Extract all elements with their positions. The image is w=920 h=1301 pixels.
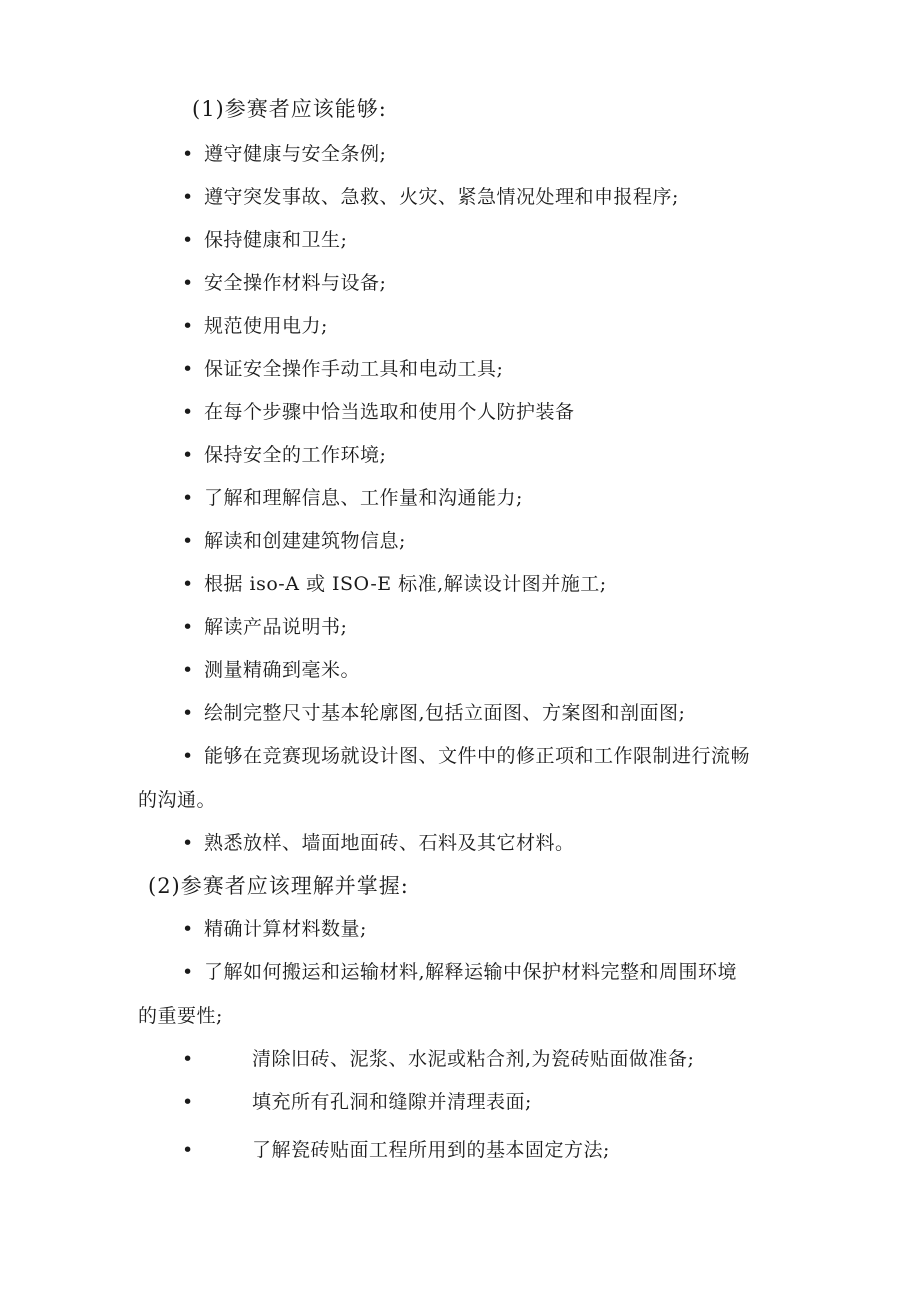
- list-item: • 保持健康和卫生;: [182, 229, 348, 251]
- list-item: • 保证安全操作手动工具和电动工具;: [182, 358, 504, 380]
- list-item: • 测量精确到毫米。: [182, 659, 361, 681]
- list-item: • 绘制完整尺寸基本轮廓图,包括立面图、方案图和剖面图;: [182, 702, 686, 724]
- bullet-icon: •: [182, 186, 194, 208]
- list-item: • 根据 iso-A 或 ISO-E 标准,解读设计图并施工;: [182, 573, 607, 595]
- list-item: • 填充所有孔洞和缝隙并清理表面;: [182, 1091, 532, 1113]
- bullet-icon: •: [182, 961, 194, 983]
- list-item: • 清除旧砖、泥浆、水泥或粘合剂,为瓷砖贴面做准备;: [182, 1048, 695, 1070]
- list-item: • 了解瓷砖贴面工程所用到的基本固定方法;: [182, 1139, 610, 1161]
- list-item-continuation: 的重要性;: [138, 1005, 223, 1027]
- list-item: • 熟悉放样、墙面地面砖、石料及其它材料。: [182, 832, 575, 854]
- list-item: • 规范使用电力;: [182, 315, 328, 337]
- list-item: • 解读产品说明书;: [182, 616, 348, 638]
- bullet-icon: •: [182, 401, 194, 423]
- bullet-icon: •: [182, 487, 194, 509]
- bullet-icon: •: [182, 573, 194, 595]
- bullet-icon: •: [182, 315, 194, 337]
- bullet-icon: •: [182, 358, 194, 380]
- list-item: • 遵守突发事故、急救、火灾、紧急情况处理和申报程序;: [182, 186, 679, 208]
- list-item: • 安全操作材料与设备;: [182, 272, 387, 294]
- section-2-heading: (2)参赛者应该理解并掌握:: [148, 874, 409, 898]
- bullet-icon: •: [182, 143, 194, 165]
- section-1-heading: (1)参赛者应该能够:: [192, 97, 387, 121]
- bullet-icon: •: [182, 1048, 194, 1070]
- bullet-icon: •: [182, 832, 194, 854]
- bullet-icon: •: [182, 702, 194, 724]
- bullet-icon: •: [182, 616, 194, 638]
- bullet-icon: •: [182, 659, 194, 681]
- list-item: • 了解和理解信息、工作量和沟通能力;: [182, 487, 523, 509]
- bullet-icon: •: [182, 229, 194, 251]
- bullet-icon: •: [182, 918, 194, 940]
- list-item: • 遵守健康与安全条例;: [182, 143, 387, 165]
- bullet-icon: •: [182, 745, 194, 767]
- list-item: • 了解如何搬运和运输材料,解释运输中保护材料完整和周围环境: [182, 961, 738, 983]
- list-item: • 在每个步骤中恰当选取和使用个人防护装备: [182, 401, 575, 423]
- bullet-icon: •: [182, 272, 194, 294]
- bullet-icon: •: [182, 530, 194, 552]
- bullet-icon: •: [182, 444, 194, 466]
- list-item: • 解读和创建建筑物信息;: [182, 530, 406, 552]
- list-item: • 精确计算材料数量;: [182, 918, 367, 940]
- bullet-icon: •: [182, 1139, 194, 1161]
- list-item-continuation: 的沟通。: [138, 789, 217, 811]
- list-item: • 保持安全的工作环境;: [182, 444, 387, 466]
- bullet-icon: •: [182, 1091, 194, 1113]
- list-item: • 能够在竞赛现场就设计图、文件中的修正项和工作限制进行流畅: [182, 745, 751, 767]
